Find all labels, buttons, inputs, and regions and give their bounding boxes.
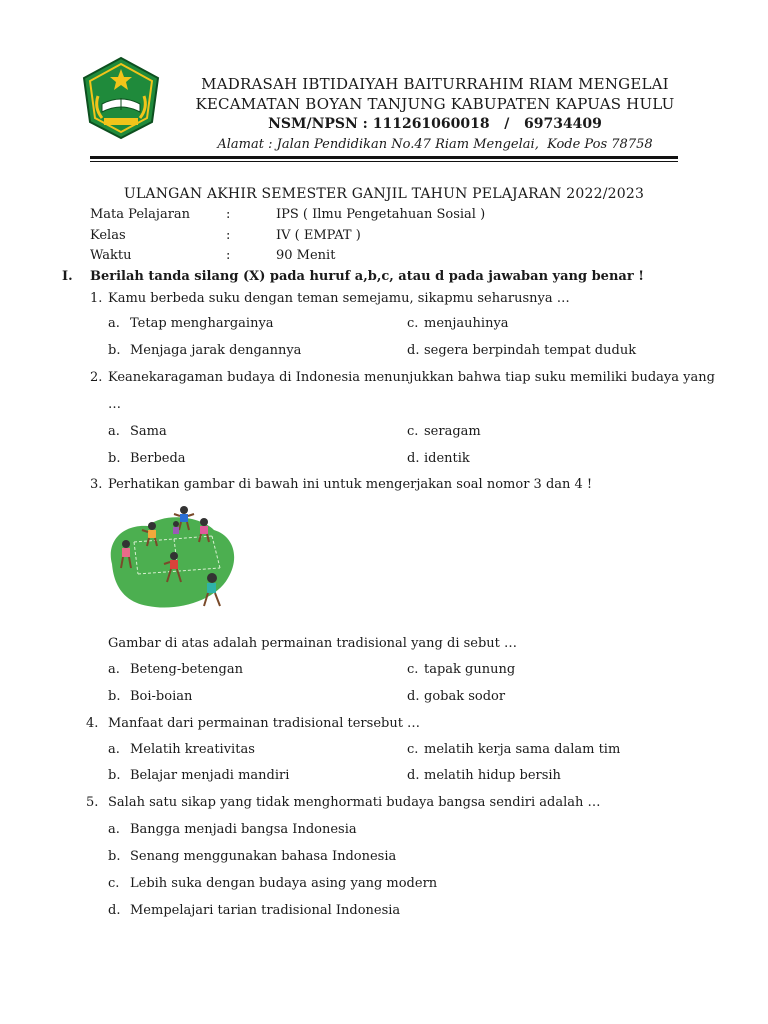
option-letter: d. <box>407 689 420 704</box>
question-text-continued: … <box>108 397 121 412</box>
option-letter: c. <box>108 876 120 891</box>
question-text: Perhatikan gambar di bawah ini untuk mengerjakan soal nomor 3 dan 4 ! <box>108 477 593 492</box>
option-text: Mempelajari tarian tradisional Indonesia <box>130 903 401 918</box>
meta-value-class: IV ( EMPAT ) <box>276 228 361 243</box>
option-item <box>407 343 636 358</box>
option-text: melatih kerja sama dalam tim <box>424 742 621 757</box>
meta-sep: : <box>226 207 231 222</box>
option-item <box>108 316 274 331</box>
section-instruction: Berilah tanda silang (X) pada huruf a,b,c, atau d pada jawaban yang benar ! <box>90 269 644 284</box>
school-district: KECAMATAN BOYAN TANJUNG KABUPATEN KAPUAS HULU <box>195 95 675 113</box>
option-item <box>407 316 509 331</box>
option-text: Menjaga jarak dengannya <box>130 343 302 358</box>
section-number: I. <box>62 269 73 284</box>
option-text: Sama <box>130 424 167 439</box>
question-text: Kamu berbeda suku dengan teman semejamu, sikapmu seharusnya … <box>108 291 570 306</box>
option-text: gobak sodor <box>424 689 506 704</box>
option-letter: a. <box>108 822 120 837</box>
option-item <box>407 768 561 783</box>
option-letter: d. <box>108 903 121 918</box>
option-item <box>108 343 301 358</box>
option-item <box>108 903 400 918</box>
exam-title: ULANGAN AKHIR SEMESTER GANJIL TAHUN PELAJARAN 2022/2023 <box>123 186 645 202</box>
header-divider-thick <box>90 156 678 159</box>
option-item <box>108 662 243 677</box>
option-item <box>407 451 470 466</box>
option-letter: a. <box>108 662 120 677</box>
option-text: menjauhinya <box>424 316 509 331</box>
meta-label-subject: Mata Pelajaran <box>90 207 191 222</box>
option-text: Boi-boian <box>130 689 193 704</box>
traditional-game-illustration <box>104 502 240 618</box>
meta-sep: : <box>226 248 231 263</box>
option-item <box>108 768 289 783</box>
meta-value-time: 90 Menit <box>276 248 336 263</box>
option-letter: a. <box>108 742 120 757</box>
question-text-continued: Gambar di atas adalah permainan tradisional yang di sebut … <box>108 636 518 651</box>
school-address: Alamat : Jalan Pendidikan No.47 Riam Mengelai, Kode Pos 78758 <box>217 137 653 152</box>
option-text: Tetap menghargainya <box>130 316 274 331</box>
option-text: seragam <box>424 424 481 439</box>
meta-value-subject: IPS ( Ilmu Pengetahuan Sosial ) <box>276 207 486 222</box>
school-nsm-npsn: NSM/NPSN : 111261060018 / 69734409 <box>268 116 602 132</box>
option-letter: a. <box>108 316 120 331</box>
option-item <box>407 424 481 439</box>
option-item <box>108 689 192 704</box>
option-letter: a. <box>108 424 120 439</box>
question-number: 3. <box>90 477 103 492</box>
option-letter: b. <box>108 768 121 783</box>
option-text: segera berpindah tempat duduk <box>424 343 637 358</box>
option-text: tapak gunung <box>424 662 516 677</box>
option-text: Beteng-betengan <box>130 662 244 677</box>
meta-label-class: Kelas <box>90 228 126 243</box>
option-item <box>108 451 186 466</box>
question-number: 4. <box>86 716 99 731</box>
option-letter: d. <box>407 343 420 358</box>
option-item <box>108 849 396 864</box>
option-letter: b. <box>108 343 121 358</box>
option-text: melatih hidup bersih <box>424 768 561 783</box>
question-text: Salah satu sikap yang tidak menghormati budaya bangsa sendiri adalah … <box>108 795 601 810</box>
meta-sep: : <box>226 228 231 243</box>
option-item <box>407 662 515 677</box>
option-item <box>407 742 620 757</box>
option-letter: d. <box>407 768 420 783</box>
option-item <box>108 424 167 439</box>
option-letter: c. <box>407 662 419 677</box>
option-item <box>108 742 255 757</box>
question-number: 1. <box>90 291 103 306</box>
option-item <box>407 689 505 704</box>
option-text: Melatih kreativitas <box>130 742 255 757</box>
question-number: 5. <box>86 795 99 810</box>
option-letter: c. <box>407 316 419 331</box>
meta-label-time: Waktu <box>90 248 132 263</box>
option-text: identik <box>424 451 470 466</box>
option-text: Lebih suka dengan budaya asing yang modern <box>130 876 438 891</box>
option-text: Belajar menjadi mandiri <box>130 768 290 783</box>
question-text: Keanekaragaman budaya di Indonesia menunjukkan bahwa tiap suku memiliki budaya yang <box>108 370 715 385</box>
question-text: Manfaat dari permainan tradisional tersebut … <box>108 716 421 731</box>
option-letter: c. <box>407 424 419 439</box>
school-name: MADRASAH IBTIDAIYAH BAITURRAHIM RIAM MENGELAI <box>201 75 669 93</box>
option-item <box>108 822 357 837</box>
header-divider-thin <box>90 161 678 162</box>
option-letter: b. <box>108 451 121 466</box>
option-text: Bangga menjadi bangsa Indonesia <box>130 822 357 837</box>
option-letter: b. <box>108 849 121 864</box>
option-text: Berbeda <box>130 451 186 466</box>
option-text: Senang menggunakan bahasa Indonesia <box>130 849 397 864</box>
option-letter: b. <box>108 689 121 704</box>
option-letter: c. <box>407 742 419 757</box>
question-number: 2. <box>90 370 103 385</box>
option-letter: d. <box>407 451 420 466</box>
option-item <box>108 876 437 891</box>
